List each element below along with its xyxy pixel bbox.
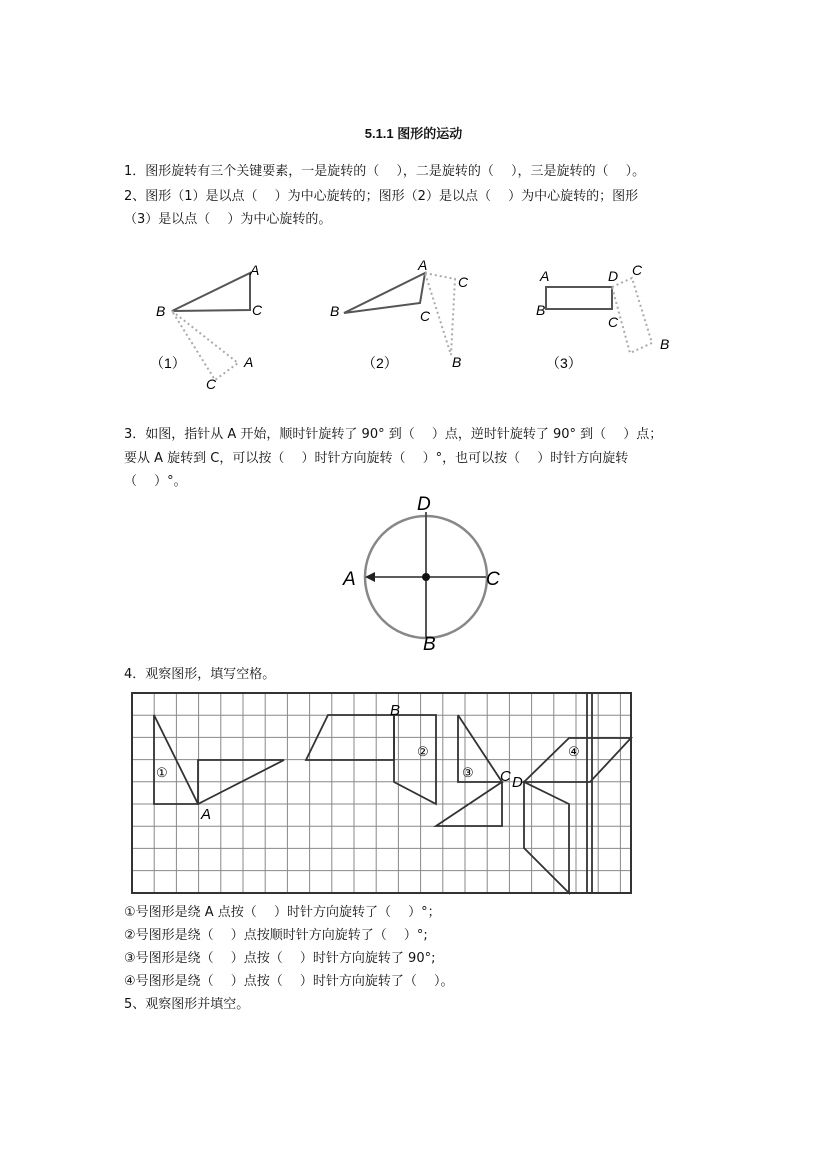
figure-2 — [328, 255, 478, 380]
figure-1-caption: （1） — [150, 355, 186, 371]
figure-2-label-c: C — [420, 308, 431, 324]
figure-3-label-b-rotated: B — [660, 336, 670, 352]
grid-label-c: C — [500, 768, 511, 785]
question-4-line-3: ③号图形是绕（ ）点按（ ）时针方向旋转了 90°; — [124, 951, 436, 966]
question-5: 5、观察图形并填空。 — [124, 997, 250, 1012]
grid-label-d: D — [512, 774, 523, 791]
figure-1-label-b: B — [156, 303, 166, 319]
question-3-line-1: 3．如图，指针从 A 开始，顺时针旋转了 90° 到（ ）点，逆时针旋转了 90° 到（ ）点； — [124, 427, 663, 442]
clock-label-a: A — [343, 569, 356, 590]
figure-2-caption: （2） — [362, 355, 398, 371]
figure-3-label-b: B — [536, 302, 546, 318]
figure-3-label-d: D — [608, 268, 619, 284]
grid-label-b: B — [390, 702, 401, 719]
grid-label-3: ③ — [462, 765, 474, 780]
question-4-line-1: ①号图形是绕 A 点按（ ）时针方向旋转了（ ）°； — [124, 905, 441, 920]
clock-label-d: D — [417, 494, 431, 515]
figure-1 — [150, 255, 270, 395]
question-2-line-1: 2、图形（1）是以点（ ）为中心旋转的；图形（2）是以点（ ）为中心旋转的；图形 — [124, 189, 639, 204]
figure-2-label-b: B — [330, 303, 340, 319]
figure-3-label-c: C — [608, 314, 619, 330]
question-4-line-2: ②号图形是绕（ ）点按顺时针方向旋转了（ ）°; — [124, 928, 428, 943]
grid-lines — [132, 693, 631, 893]
page-title: 5.1.1 图形的运动 — [364, 126, 463, 141]
grid-label-4: ④ — [568, 744, 580, 759]
figure-1-label-a: A — [250, 262, 260, 278]
grid-label-2: ② — [417, 744, 429, 759]
figure-3-caption: （3） — [546, 355, 582, 371]
grid-label-a: A — [201, 806, 212, 823]
question-3-line-2: 要从 A 旋转到 C，可以按（ ）时针方向旋转（ ）°，也可以按（ ）时针方向旋转 — [124, 451, 629, 466]
question-3-line-3: （ ）°。 — [124, 474, 187, 489]
rotation-grid — [132, 693, 632, 895]
figure-1-label-c: C — [252, 302, 263, 318]
question-4-line-4: ④号图形是绕（ ）点按（ ）时针方向旋转了（ ）。 — [124, 974, 454, 989]
grid-label-1: ① — [156, 765, 168, 780]
figure-3-label-c-rotated: C — [632, 262, 643, 278]
figure-2-label-c-rotated: C — [458, 274, 469, 290]
question-2-line-2: （3）是以点（ ）为中心旋转的。 — [124, 212, 332, 227]
clock-label-c: C — [486, 569, 500, 590]
figure-1-label-c-rotated: C — [206, 376, 217, 392]
question-1: 1．图形旋转有三个关键要素，一是旋转的（ ），二是旋转的（ ），三是旋转的（ ）。 — [124, 164, 646, 179]
figure-3-label-a: A — [540, 268, 550, 284]
clock-diagram — [340, 488, 510, 658]
clock-label-b: B — [423, 634, 436, 655]
figure-1-label-a-rotated: A — [244, 354, 254, 370]
figure-2-label-b-rotated: B — [452, 354, 462, 370]
figure-2-label-a: A — [418, 257, 428, 273]
figure-3 — [534, 258, 684, 378]
question-4-heading: 4．观察图形，填写空格。 — [124, 667, 276, 682]
